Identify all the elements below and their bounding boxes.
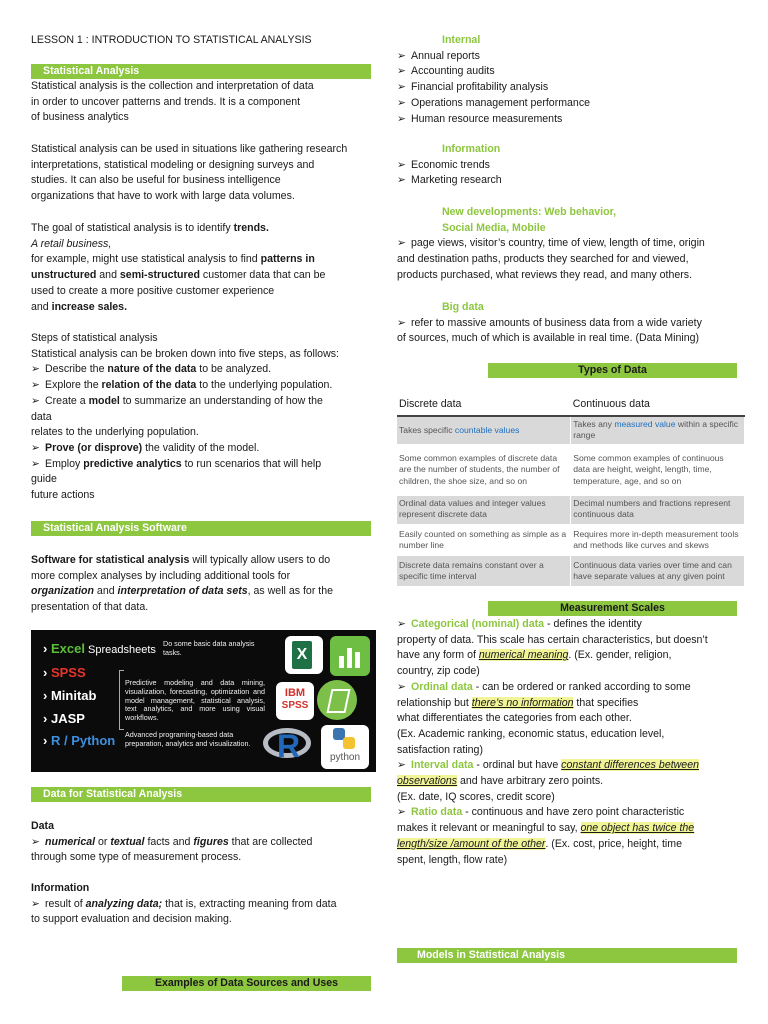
banner-examples: Examples of Data Sources and Uses <box>122 976 371 991</box>
uses-paragraph <box>31 142 347 205</box>
internal-heading: Internal <box>442 34 481 46</box>
uses-line: interpretations, statistical modeling or designing surveys and <box>31 158 315 171</box>
information-sources-heading: Information <box>442 143 501 155</box>
ordinal-line: what differentiates the categories from each other. <box>397 712 632 725</box>
table-cell: Continuous data varies over time and can have separate values at any given point <box>571 556 745 586</box>
goal-paragraph <box>31 221 325 315</box>
steps-title: Steps of statistical analysis <box>31 332 158 344</box>
internal-item: ➢ Accounting audits <box>397 65 495 78</box>
table-header-continuous: Continuous data <box>571 393 745 416</box>
step-item-cont: data <box>31 410 52 423</box>
r-logo: R <box>263 722 313 768</box>
retail-line: A retail business, <box>31 237 112 250</box>
table-cell: Easily counted on something as simple as a number line <box>397 524 571 556</box>
uses-line: studies. It can also be useful for business intelligence <box>31 174 281 187</box>
step-item: ➢ Prove (or disprove) the validity of the model. <box>31 441 260 454</box>
new-developments-line: ➢ page views, visitor’s country, time of view, length of time, origin <box>397 237 705 250</box>
ordinal-line: satisfaction rating) <box>397 743 483 756</box>
table-cell: Discrete data remains constant over a specific time interval <box>397 556 571 586</box>
banner-statistical-analysis: Statistical Analysis <box>31 64 371 79</box>
banner-data: Data for Statistical Analysis <box>31 787 371 802</box>
data-heading: Data <box>31 820 54 832</box>
table-cell: Takes specific countable values <box>397 416 571 444</box>
table-cell: Takes any measured value within a specific range <box>571 416 745 444</box>
big-data-line: ➢ refer to massive amounts of business data from a wide variety <box>397 316 702 329</box>
information-line: ➢ result of analyzing data; that is, extracting meaning from data <box>31 897 337 910</box>
step-item: ➢ Explore the relation of the data to the underlying population. <box>31 379 333 392</box>
excel-logo: X <box>285 636 323 674</box>
types-of-data-table <box>397 393 745 586</box>
steps-section <box>31 331 339 504</box>
measurement-scales-section <box>397 617 708 868</box>
new-developments-heading: New developments: Web behavior, <box>442 206 617 218</box>
big-data-section <box>397 300 702 347</box>
ratio-line: ➢ Ratio data - continuous and have zero point characteristic <box>397 806 685 819</box>
step-item-cont: future actions <box>31 489 95 502</box>
ordinal-line: relationship but there’s no information that specifies <box>397 696 639 709</box>
internal-item: ➢ Financial profitability analysis <box>397 81 549 94</box>
step-item: ➢ Create a model to summarize an understanding of how the <box>31 394 323 407</box>
ratio-line: length/size /amount of the other. (Ex. cost, price, height, time <box>397 837 682 850</box>
definition-paragraph <box>31 79 314 126</box>
interval-line: (Ex. date, IQ scores, credit score) <box>397 790 555 803</box>
software-desc-spss-minitab: Predictive modeling and data mining, visualization, forecasting, optimization and model management, statistical analysis, text analytics, and more using visual workflows. <box>125 678 265 723</box>
information-section <box>31 881 336 928</box>
uses-line: Statistical analysis can be used in situations like gathering research <box>31 143 348 155</box>
information-sources-item: ➢ Marketing research <box>397 174 502 187</box>
software-item-r-python: › R / Python <box>43 733 116 748</box>
new-developments-line: and destination paths, products they searched for and viewed, <box>397 253 689 266</box>
table-header-row <box>397 393 745 416</box>
definition-line: Statistical analysis is the collection and interpretation of data <box>31 80 314 92</box>
table-row <box>397 416 745 444</box>
big-data-heading: Big data <box>442 301 484 313</box>
software-item-excel: › Excel Spreadsheets <box>43 641 156 656</box>
ratio-line: spent, length, flow rate) <box>397 853 508 866</box>
step-item: ➢ Describe the nature of the data to be analyzed. <box>31 363 272 376</box>
interval-line: observations and have arbitrary zero points. <box>397 775 604 788</box>
lesson-title: LESSON 1 : INTRODUCTION TO STATISTICAL ANALYSIS <box>31 34 312 46</box>
uses-line: organizations that have to work with large data volumes. <box>31 190 295 203</box>
software-desc-excel: Do some basic data analysis tasks. <box>163 639 255 657</box>
software-desc-r-python: Advanced programing-based data preparation, analytics and visualization. <box>125 730 251 748</box>
table-row <box>397 556 745 586</box>
big-data-line: of sources, much of which is available in real time. (Data Mining) <box>397 332 700 345</box>
goal-line: The goal of statistical analysis is to identify trends. <box>31 222 269 234</box>
internal-item: ➢ Annual reports <box>397 49 480 62</box>
internal-section <box>397 33 590 127</box>
step-item: ➢ Employ predictive analytics to run scenarios that will help <box>31 457 322 470</box>
table-row <box>397 524 745 556</box>
example-line: and increase sales. <box>31 300 128 313</box>
internal-item: ➢ Human resource measurements <box>397 112 563 125</box>
software-line: organization and interpretation of data sets, as well as for the <box>31 585 334 598</box>
data-line: through some type of measurement process. <box>31 851 242 864</box>
table-cell: Requires more in-depth measurement tools and methods like curves and skews <box>571 524 745 556</box>
software-line: presentation of that data. <box>31 601 149 614</box>
categorical-line: property of data. This scale has certain characteristics, but doesn’t <box>397 633 708 646</box>
step-item-cont: relates to the underlying population. <box>31 426 199 439</box>
ordinal-line: (Ex. Academic ranking, economic status, education level, <box>397 727 665 740</box>
banner-measurement-scales: Measurement Scales <box>488 601 737 616</box>
ibm-spss-logo: IBM SPSS <box>276 682 314 720</box>
information-line: to support evaluation and decision making. <box>31 913 232 926</box>
table-header-discrete: Discrete data <box>397 393 571 416</box>
ratio-line: makes it relevant or meaningful to say, one object has twice the <box>397 822 695 835</box>
software-item-minitab: › Minitab <box>43 688 97 703</box>
table-cell: Some common examples of discrete data are the number of students, the number of children, the shoe size, and so on <box>397 444 571 496</box>
definition-line: of business analytics <box>31 111 129 124</box>
new-developments-heading-2: Social Media, Mobile <box>442 221 546 234</box>
ordinal-line: ➢ Ordinal data - can be ordered or ranked according to some <box>397 680 691 693</box>
data-section <box>31 819 312 866</box>
software-line: more complex analyses by including additional tools for <box>31 569 291 582</box>
software-item-spss: › SPSS <box>43 665 86 680</box>
steps-intro: Statistical analysis can be broken down into five steps, as follows: <box>31 347 339 360</box>
categorical-line: have any form of numerical meaning. (Ex. gender, religion, <box>397 649 672 662</box>
new-developments-line: products purchased, what reviews they read, and many others. <box>397 268 693 281</box>
table-row <box>397 444 745 496</box>
definition-line: in order to uncover patterns and trends. It is a component <box>31 95 301 108</box>
table-cell: Decimal numbers and fractions represent continuous data <box>571 496 745 524</box>
banner-types-of-data: Types of Data <box>488 363 737 378</box>
software-tools-image <box>31 630 376 772</box>
data-line: ➢ numerical or textual facts and figures that are collected <box>31 835 313 848</box>
example-line: used to create a more positive customer experience <box>31 284 275 297</box>
table-cell: Ordinal data values and integer values represent discrete data <box>397 496 571 524</box>
banner-software: Statistical Analysis Software <box>31 521 371 536</box>
categorical-line: ➢ Categorical (nominal) data - defines the identity <box>397 618 642 630</box>
information-sources-section <box>397 142 502 189</box>
example-line: unstructured and semi-structured customer data that can be <box>31 269 326 282</box>
banner-models: Models in Statistical Analysis <box>397 948 737 963</box>
step-item-cont: guide <box>31 473 57 486</box>
new-developments-section <box>397 205 705 284</box>
chart-logo <box>330 636 370 676</box>
python-logo: python <box>321 725 369 769</box>
software-paragraph <box>31 553 333 616</box>
categorical-line: country, zip code) <box>397 665 480 678</box>
minitab-logo <box>317 680 357 720</box>
software-line: Software for statistical analysis will typically allow users to do <box>31 554 331 566</box>
interval-line: ➢ Interval data - ordinal but have constant differences between <box>397 759 699 772</box>
example-line: for example, might use statistical analysis to find patterns in <box>31 253 315 266</box>
table-row <box>397 496 745 524</box>
software-item-jasp: › JASP <box>43 711 85 726</box>
bracket-divider <box>119 670 124 730</box>
table-cell: Some common examples of continuous data are height, weight, length, time, temperature, age, and so on <box>571 444 745 496</box>
information-heading: Information <box>31 882 90 894</box>
internal-item: ➢ Operations management performance <box>397 96 591 109</box>
information-sources-item: ➢ Economic trends <box>397 158 490 171</box>
